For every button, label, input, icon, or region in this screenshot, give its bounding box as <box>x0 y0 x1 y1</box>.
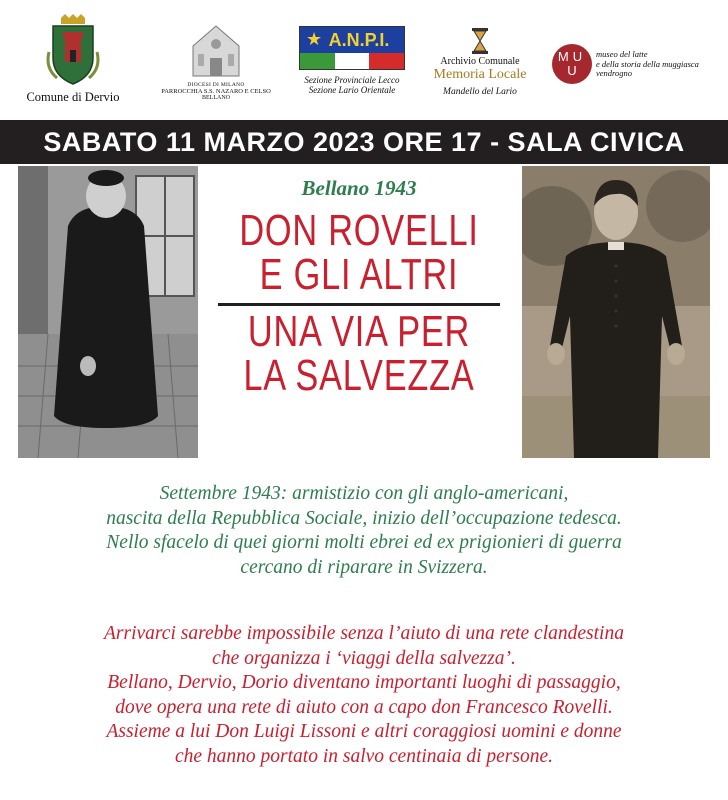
coat-of-arms-icon <box>43 12 103 86</box>
title-block <box>198 168 520 458</box>
sponsor-logos <box>0 0 728 118</box>
muu-badge-top: MU <box>557 49 587 64</box>
red-line-4: dove opera una rete di aiuto con a capo don Francesco Rovelli. <box>115 696 613 718</box>
event-banner: SABATO 11 MARZO 2023 ORE 17 - SALA CIVICA <box>0 120 728 164</box>
event-subtitle: Bellano 1943 <box>301 176 417 200</box>
parrocchia-line3: BELLANO <box>202 95 230 101</box>
red-line-2: che organizza i ‘viaggi della salvezza’. <box>212 647 516 669</box>
italian-flag <box>300 53 404 69</box>
hourglass-icon <box>471 28 489 54</box>
comune-caption: Comune di Dervio <box>26 90 120 104</box>
archivio-logo <box>426 28 534 112</box>
paragraph-green <box>0 482 728 580</box>
green-line-4: cercano di riparare in Svizzera. <box>240 556 488 578</box>
star-icon: ★ <box>306 29 323 50</box>
red-line-6: che hanno portato in salvo centinaia di persone. <box>174 745 554 767</box>
archivio-line1: Archivio Comunale <box>440 56 520 67</box>
photo-don-rovelli <box>18 166 198 458</box>
parrocchia-line2: PARROCCHIA S.S. NAZARO E CELSO <box>161 88 271 95</box>
anpi-line1: Sezione Provinciale Lecco <box>304 75 400 85</box>
green-line-1: Settembre 1943: armistizio con gli anglo-americani, <box>159 483 569 504</box>
muu-badge-bottom: U <box>567 63 577 78</box>
anpi-logo <box>298 26 406 112</box>
parrocchia-logo <box>160 22 272 112</box>
green-line-2: nascita della Repubblica Sociale, inizio dell’occupazione tedesca. <box>106 507 622 529</box>
red-line-3: Bellano, Dervio, Dorio diventano importanti luoghi di passaggio, <box>107 672 621 693</box>
red-line-1: Arrivarci sarebbe impossibile senza l’aiuto di una rete clandestina <box>104 623 624 644</box>
title-line-3: UNA VIA PER <box>247 307 471 356</box>
title-divider <box>218 303 500 306</box>
archivio-line3: Mandello del Lario <box>443 87 517 97</box>
museo-line1: museo del latte <box>596 49 648 59</box>
photo-young-priest <box>522 166 710 458</box>
archivio-line2: Memoria Locale <box>433 67 527 82</box>
comune-logo <box>18 12 128 112</box>
title-line-1: DON ROVELLI <box>239 206 479 255</box>
title-line-4: LA SALVEZZA <box>243 351 475 400</box>
church-icon <box>189 22 243 78</box>
muu-badge-icon <box>552 44 592 84</box>
anpi-name: A.N.P.I. <box>328 30 390 50</box>
red-line-5: Assieme a lui Don Luigi Lissoni e altri coraggiosi uomini e donne <box>106 721 622 742</box>
museo-line3: vendrogno <box>596 68 633 78</box>
paragraph-red <box>0 622 728 769</box>
parrocchia-line1: DIOCESI DI MILANO <box>187 82 245 88</box>
green-line-3: Nello sfacelo di quei giorni molti ebrei ed ex prigionieri di guerra <box>106 532 622 553</box>
museo-logo <box>552 44 722 88</box>
museo-line2: e della storia della muggiasca <box>596 58 699 69</box>
anpi-line2: Sezione Lario Orientale <box>308 85 396 95</box>
anpi-badge <box>299 26 405 70</box>
title-line-2: E GLI ALTRI <box>259 250 459 299</box>
